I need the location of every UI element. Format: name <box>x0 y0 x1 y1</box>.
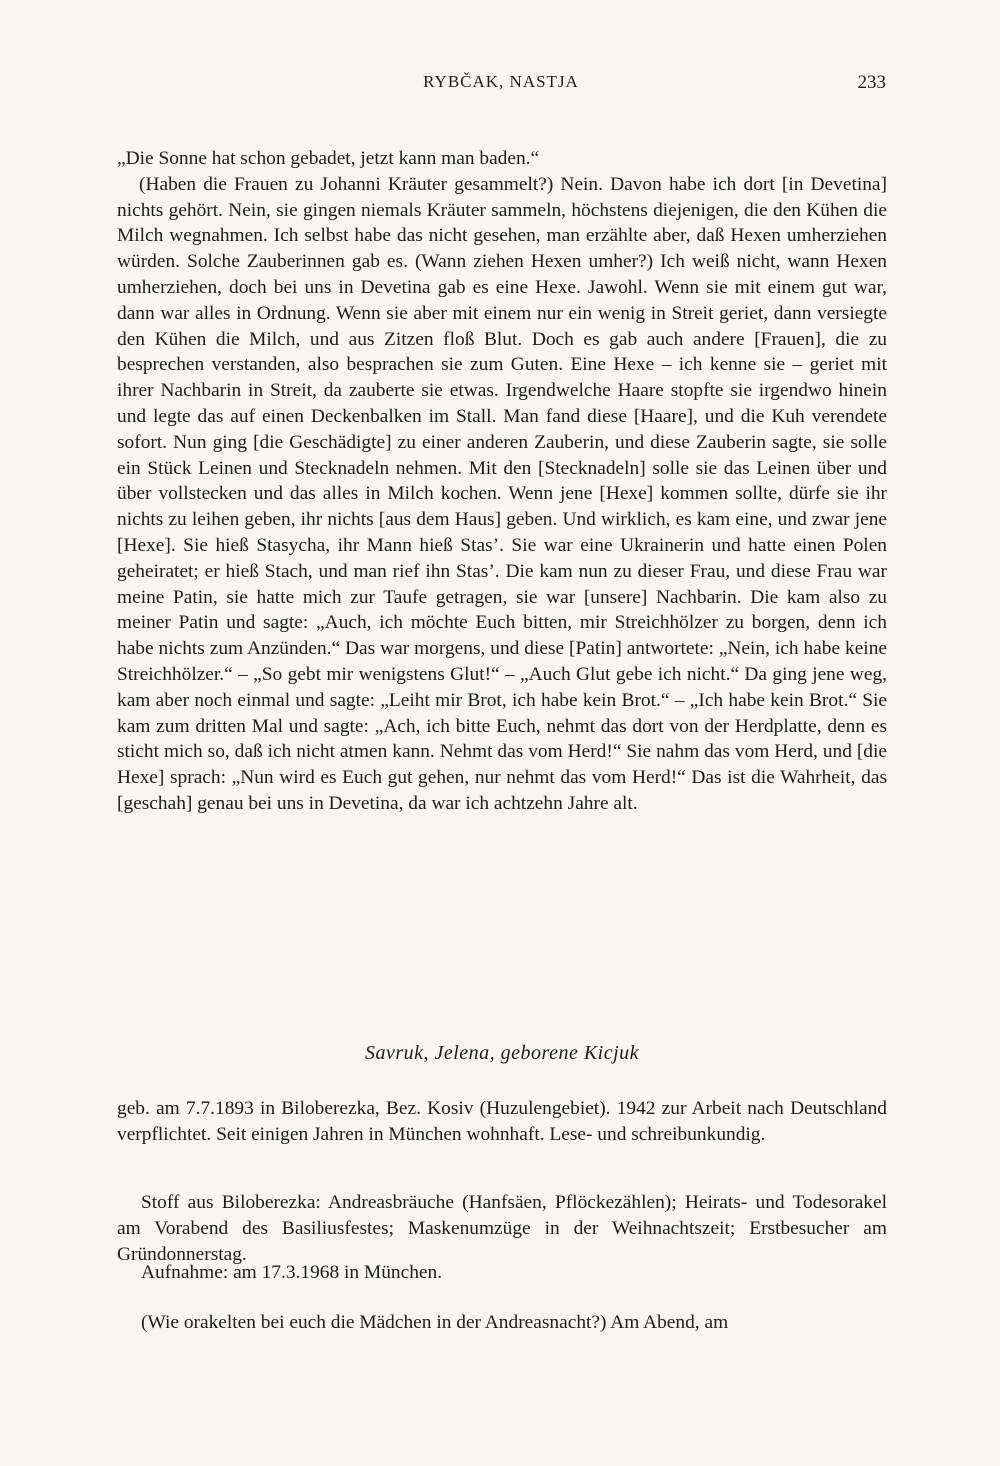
bio-paragraph: geb. am 7.7.1893 in Biloberezka, Bez. Kosiv (Huzulengebiet). 1942 zur Arbeit nach Deutschland verpflichtet. Seit einigen Jahren in München wohnhaft. Lese- und schreibunkundig. <box>117 1098 887 1145</box>
narrative-paragraph: (Haben die Frauen zu Johanni Kräuter gesammelt?) Nein. Davon habe ich dort [in Devetina] nichts gehört. Nein, sie gingen niemals Kräuter sammeln, höchstens diejenigen, die den Kühen die Milch wegnahmen. Ich selbst habe das nicht gesehen, man erzählte aber, daß Hexen umherziehen würden. Solche Zauberinnen gab es. (Wann ziehen Hexen umher?) Ich weiß nicht, wann Hexen umherziehen, doch bei uns in Devetina gab es eine Hexe. Jawohl. Wenn sie mit einem gut war, dann war alles in Ordnung. Wenn sie aber mit einem nur ein wenig in Streit geriet, dann versiegte den Kühen die Milch, und aus Zitzen floß Blut. Doch es gab auch andere [Frauen], die zu besprechen verstanden, also besprachen sie zum Guten. Eine Hexe – ich kenne sie – geriet mit ihrer Nachbarin in Streit, da zauberte sie etwas. Irgendwelche Haare stopfte sie irgendwo hinein und legte das auf einen Deckenbalken im Stall. Man fand diese [Haare], und die Kuh verendete sofort. Nun ging [die Geschädigte] zu einer anderen Zauberin, und diese Zauberin sagte, sie solle ein Stück Leinen und Stecknadeln nehmen. Mit den [Stecknadeln] solle sie das Leinen über und über vollstecken und das alles in Milch kochen. Wenn jene [Hexe] kommen sollte, dürfe sie ihr nichts zu leihen geben, ihr nichts [aus dem Haus] geben. Und wirklich, es kam eine, und zwar jene [Hexe]. Sie hieß Stasycha, ihr Mann hieß Stas’. Sie war eine Ukrainerin und hatte einen Polen geheiratet; er hieß Stach, und man rief ihn Stas’. Die kam nun zu dieser Frau, und diese Frau war meine Patin, sie hatte mich zur Taufe getragen, sie war [unsere] Nachbarin. Die kam also zu meiner Patin und sagte: „Auch, ich möchte Euch bitten, mir Streichhölzer zu borgen, denn ich habe nichts zum Anzünden.“ Das war morgens, und diese [Patin] antwortete: „Nein, ich habe keine Streichhölzer.“ – „So gebt mir wenigstens Glut!“ – „Auch Glut gebe ich nicht.“ Da ging jene weg, kam aber noch einmal und sagte: „Leiht mir Brot, ich habe kein Brot.“ – „Ich habe kein Brot.“ Sie kam zum dritten Mal und sagte: „Ach, ich bitte Euch, nehmt das dort von der Herdplatte, denn es sticht mich so, daß ich nicht atmen kann. Nehmt das vom Herd!“ Sie nahm das vom Herd, und [die Hexe] sprach: „Nun wird es Euch gut gehen, nur nehmt das vom Herd!“ Das ist die Wahrheit, das [geschah] genau bei uns in Devetina, da war ich achtzehn Jahre alt. <box>117 173 887 814</box>
running-head <box>116 72 886 102</box>
opening-quote: „Die Sonne hat schon gebadet, jetzt kann man baden.“ <box>117 148 540 169</box>
bio-block <box>117 1096 887 1148</box>
aufnahme-line: Aufnahme: am 17.3.1968 in München. <box>141 1262 443 1283</box>
stoff-block <box>117 1190 887 1267</box>
aufnahme-block <box>117 1260 887 1286</box>
narrative-block <box>117 146 887 817</box>
page-number: 233 <box>857 72 886 93</box>
running-title: RYBČAK, NASTJA <box>423 72 579 91</box>
stoff-paragraph: Stoff aus Biloberezka: Andreasbräuche (Hanfsäen, Pflöckezählen); Heirats- und Todesorakel am Vorabend des Basiliusfestes; Maskenumzüge in der Weihnachtszeit; Erstbesucher am Gründonnerstag. <box>117 1192 887 1265</box>
section-heading: Savruk, Jelena, geborene Kicjuk <box>364 1042 640 1064</box>
question-line: (Wie orakelten bei euch die Mädchen in der Andreasnacht?) Am Abend, am <box>141 1312 729 1333</box>
question-block <box>117 1310 887 1336</box>
